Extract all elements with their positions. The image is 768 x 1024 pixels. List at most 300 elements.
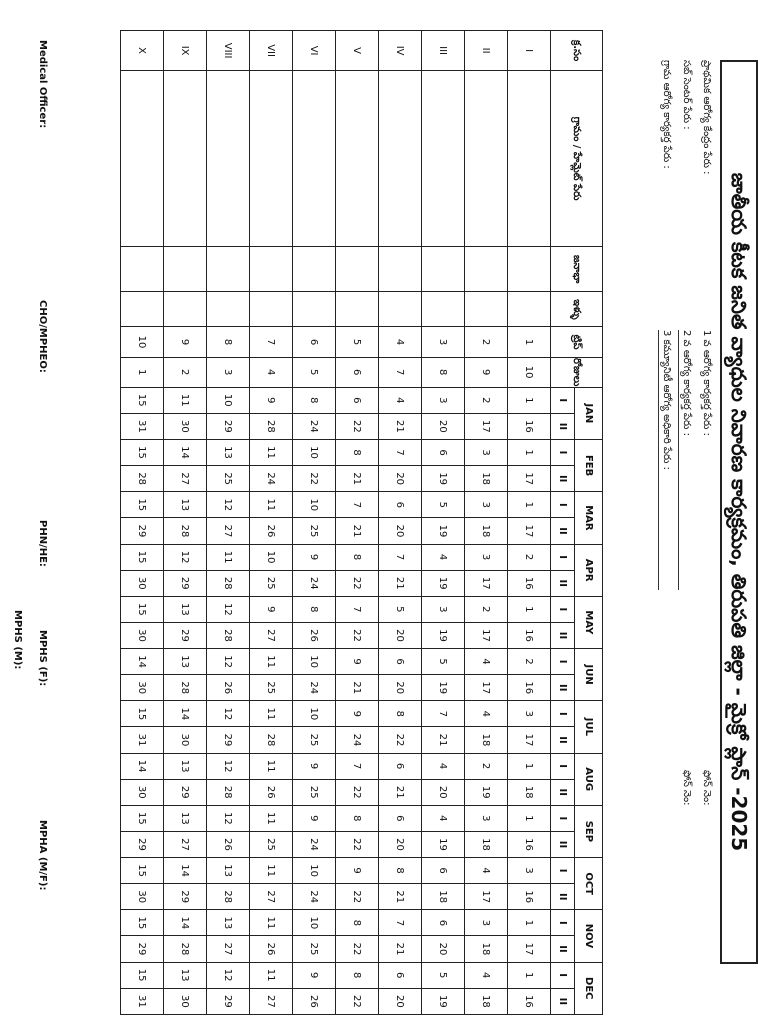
day-cell: 4 [250,357,293,387]
half-header: I [551,805,575,831]
date-cell: 19 [422,675,465,701]
date-cell: 10 [207,387,250,413]
date-cell: 13 [207,858,250,884]
half-header: II [551,622,575,648]
col-header-village: గ్రామం / హేమ్లెట్ పేరు [551,71,603,247]
date-cell: 25 [250,831,293,857]
date-cell: 24 [293,413,336,439]
date-cell: 20 [379,466,422,492]
half-header: I [551,962,575,988]
village-cell [250,71,293,247]
date-cell: 11 [250,753,293,779]
trip-cell: 2 [465,327,508,357]
date-cell: 22 [336,936,379,962]
date-cell: 20 [379,622,422,648]
date-cell: 19 [422,466,465,492]
date-cell: 25 [250,675,293,701]
date-cell: 30 [121,884,164,910]
date-cell: 3 [508,858,551,884]
date-cell: 22 [336,622,379,648]
month-header: MAR [575,492,603,544]
table-row [250,31,293,1015]
day-cell: 5 [293,357,336,387]
date-cell: 15 [121,439,164,465]
half-header: II [551,570,575,596]
date-cell: 16 [508,884,551,910]
village-cell [121,71,164,247]
month-header: APR [575,544,603,596]
col-header-population: జనాభా [551,247,603,292]
date-cell: 9 [293,805,336,831]
village-cell [422,71,465,247]
date-cell: 8 [293,387,336,413]
date-cell: 17 [465,675,508,701]
date-cell: 29 [121,831,164,857]
date-cell: 30 [164,988,207,1014]
population-cell [379,247,422,292]
village-cell [336,71,379,247]
population-cell [465,247,508,292]
date-cell: 26 [250,518,293,544]
date-cell: 9 [336,701,379,727]
half-header: II [551,988,575,1014]
half-header: I [551,858,575,884]
date-cell: 13 [164,753,207,779]
village-cell [379,71,422,247]
date-cell: 26 [293,988,336,1014]
date-cell: 4 [465,962,508,988]
row-roman-cell: I [508,31,551,71]
date-cell: 18 [508,779,551,805]
date-cell: 14 [164,910,207,936]
col-header-trip: ట్రిప్ [551,327,603,357]
trip-cell: 10 [121,327,164,357]
row-roman-cell: X [121,31,164,71]
population-cell [164,247,207,292]
date-cell: 15 [121,858,164,884]
date-cell: 31 [121,727,164,753]
date-cell: 4 [422,805,465,831]
col-header-houses: ఇళ్ళు [551,292,603,327]
sign-mphs-f: MPHS (F): [37,630,48,687]
date-cell: 18 [465,831,508,857]
date-cell: 2 [508,544,551,570]
date-cell: 15 [121,492,164,518]
date-cell: 12 [207,492,250,518]
date-cell: 26 [250,936,293,962]
date-cell: 18 [465,727,508,753]
houses-cell [293,292,336,327]
row-roman-cell: II [465,31,508,71]
date-cell: 15 [121,910,164,936]
houses-cell [164,292,207,327]
date-cell: 30 [121,570,164,596]
date-cell: 6 [379,492,422,518]
village-cell [207,71,250,247]
date-cell: 14 [121,649,164,675]
table-row [121,31,164,1015]
date-cell: 21 [379,779,422,805]
date-cell: 29 [164,884,207,910]
date-cell: 26 [207,675,250,701]
sign-mphs-m: MPHS (M): [12,610,23,670]
date-cell: 16 [508,988,551,1014]
date-cell: 27 [250,884,293,910]
meta-phone-1: ఫోన్ నెం: [701,770,712,806]
date-cell: 15 [121,701,164,727]
date-cell: 9 [293,544,336,570]
month-header: NOV [575,910,603,962]
date-cell: 30 [121,622,164,648]
half-header: II [551,779,575,805]
date-cell: 19 [422,570,465,596]
date-cell: 17 [465,413,508,439]
trip-cell: 5 [336,327,379,357]
half-header: I [551,649,575,675]
population-cell [121,247,164,292]
table-row [379,31,422,1015]
trip-cell: 4 [379,327,422,357]
date-cell: 12 [207,701,250,727]
houses-cell [250,292,293,327]
date-cell: 11 [250,962,293,988]
row-roman-cell: IV [379,31,422,71]
col-header-round: క్ర.సం [551,31,603,71]
houses-cell [207,292,250,327]
date-cell: 1 [508,962,551,988]
day-cell: 1 [121,357,164,387]
date-cell: 6 [379,805,422,831]
date-cell: 28 [207,779,250,805]
day-cell: 3 [207,357,250,387]
date-cell: 7 [379,910,422,936]
date-cell: 20 [379,518,422,544]
half-header: I [551,701,575,727]
date-cell: 30 [121,675,164,701]
date-cell: 18 [465,936,508,962]
month-header: FEB [575,439,603,491]
row-roman-cell: VII [250,31,293,71]
meta-worker-1: 1 వ ఆరోగ్య కార్యకర్త పేరు : [701,330,712,436]
date-cell: 27 [164,831,207,857]
date-cell: 14 [164,858,207,884]
date-cell: 22 [336,831,379,857]
date-cell: 8 [379,701,422,727]
date-cell: 9 [336,649,379,675]
date-cell: 16 [508,413,551,439]
date-cell: 24 [336,727,379,753]
date-cell: 3 [508,701,551,727]
date-cell: 24 [293,884,336,910]
houses-cell [465,292,508,327]
date-cell: 17 [508,466,551,492]
row-roman-cell: III [422,31,465,71]
date-cell: 13 [164,962,207,988]
day-cell: 6 [336,357,379,387]
date-cell: 17 [465,884,508,910]
meta-phone-2: ఫోన్ నెం: [681,770,692,806]
half-header: II [551,727,575,753]
date-cell: 8 [336,544,379,570]
date-cell: 5 [422,962,465,988]
date-cell: 24 [293,570,336,596]
date-cell: 22 [293,466,336,492]
date-cell: 6 [379,753,422,779]
date-cell: 30 [164,727,207,753]
date-cell: 27 [250,622,293,648]
date-cell: 7 [336,596,379,622]
date-cell: 15 [121,596,164,622]
trip-cell: 9 [164,327,207,357]
date-cell: 20 [379,831,422,857]
meta-phc: ప్రాథమిక ఆరోగ్య కేంద్రం పేరు : [701,60,712,175]
date-cell: 4 [465,649,508,675]
date-cell: 24 [250,466,293,492]
date-cell: 2 [465,753,508,779]
date-cell: 11 [250,858,293,884]
date-cell: 22 [336,570,379,596]
date-cell: 26 [250,779,293,805]
date-cell: 25 [293,518,336,544]
day-cell: 10 [508,357,551,387]
date-cell: 31 [121,988,164,1014]
date-cell: 25 [293,727,336,753]
row-roman-cell: V [336,31,379,71]
date-cell: 29 [207,413,250,439]
date-cell: 11 [207,544,250,570]
date-cell: 5 [379,596,422,622]
date-cell: 4 [465,701,508,727]
date-cell: 2 [508,649,551,675]
date-cell: 21 [336,675,379,701]
meta-cho: 3 కమ్యూనిటీ ఆరోగ్య అధికారి పేరు : [658,330,673,590]
date-cell: 3 [465,544,508,570]
trip-cell: 8 [207,327,250,357]
date-cell: 28 [207,570,250,596]
date-cell: 25 [293,779,336,805]
date-cell: 13 [207,910,250,936]
month-header: DEC [575,962,603,1014]
date-cell: 27 [164,466,207,492]
sign-cho: CHO/MPHEO: [37,300,48,373]
population-cell [250,247,293,292]
date-cell: 21 [336,466,379,492]
village-cell [465,71,508,247]
date-cell: 29 [207,727,250,753]
date-cell: 13 [164,492,207,518]
date-cell: 24 [293,831,336,857]
date-cell: 28 [250,727,293,753]
date-cell: 13 [164,596,207,622]
date-cell: 18 [465,466,508,492]
date-cell: 28 [121,466,164,492]
col-header-days: రోజులు [551,357,603,387]
date-cell: 29 [121,518,164,544]
date-cell: 7 [379,439,422,465]
date-cell: 10 [293,701,336,727]
sign-phn: PHN/HE: [37,520,48,567]
population-cell [422,247,465,292]
date-cell: 10 [293,649,336,675]
date-cell: 28 [250,413,293,439]
half-header: I [551,492,575,518]
date-cell: 19 [422,518,465,544]
trip-cell: 1 [508,327,551,357]
date-cell: 8 [379,858,422,884]
date-cell: 6 [422,439,465,465]
row-roman-cell: IX [164,31,207,71]
date-cell: 12 [207,962,250,988]
date-cell: 10 [293,492,336,518]
half-header: I [551,910,575,936]
date-cell: 3 [465,439,508,465]
date-cell: 14 [121,753,164,779]
date-cell: 16 [508,675,551,701]
date-cell: 14 [164,701,207,727]
day-cell: 7 [379,357,422,387]
date-cell: 21 [422,727,465,753]
date-cell: 5 [422,492,465,518]
date-cell: 21 [379,936,422,962]
date-cell: 7 [336,753,379,779]
date-cell: 28 [207,622,250,648]
date-cell: 9 [293,753,336,779]
schedule-body [121,31,551,1015]
date-cell: 24 [293,675,336,701]
day-cell: 9 [465,357,508,387]
date-cell: 19 [422,988,465,1014]
date-cell: 17 [508,727,551,753]
date-cell: 19 [422,622,465,648]
date-cell: 17 [508,518,551,544]
date-cell: 1 [508,753,551,779]
half-header: II [551,675,575,701]
date-cell: 12 [164,544,207,570]
date-cell: 27 [250,988,293,1014]
date-cell: 1 [508,492,551,518]
date-cell: 11 [250,439,293,465]
date-cell: 22 [336,779,379,805]
date-cell: 4 [422,753,465,779]
date-cell: 29 [164,622,207,648]
meta-worker-2: 2 వ ఆరోగ్య కార్యకర్త పేరు : [678,330,693,590]
date-cell: 6 [379,962,422,988]
table-row [422,31,465,1015]
table-row [508,31,551,1015]
date-cell: 1 [508,387,551,413]
village-cell [293,71,336,247]
date-cell: 28 [164,518,207,544]
half-header: II [551,518,575,544]
month-header: JUL [575,701,603,753]
date-cell: 28 [164,936,207,962]
houses-cell [336,292,379,327]
village-cell [164,71,207,247]
date-cell: 15 [121,805,164,831]
date-cell: 5 [422,649,465,675]
date-cell: 15 [121,962,164,988]
date-cell: 13 [164,805,207,831]
half-header: I [551,439,575,465]
date-cell: 20 [379,675,422,701]
table-row [207,31,250,1015]
half-header: II [551,936,575,962]
population-cell [293,247,336,292]
date-cell: 27 [207,518,250,544]
houses-cell [508,292,551,327]
date-cell: 20 [422,779,465,805]
date-cell: 8 [293,596,336,622]
date-cell: 30 [164,413,207,439]
day-cell: 2 [164,357,207,387]
date-cell: 6 [379,649,422,675]
date-cell: 10 [293,858,336,884]
date-cell: 27 [207,936,250,962]
month-header: JAN [575,387,603,439]
date-cell: 9 [250,596,293,622]
date-cell: 11 [250,649,293,675]
date-cell: 2 [465,387,508,413]
date-cell: 2 [465,596,508,622]
date-cell: 19 [422,831,465,857]
date-cell: 16 [508,622,551,648]
date-cell: 17 [465,622,508,648]
date-cell: 7 [379,544,422,570]
half-header: I [551,596,575,622]
date-cell: 11 [250,805,293,831]
date-cell: 6 [422,858,465,884]
date-cell: 8 [336,439,379,465]
date-cell: 10 [293,910,336,936]
date-cell: 21 [336,518,379,544]
date-cell: 7 [422,701,465,727]
date-cell: 29 [164,570,207,596]
date-cell: 18 [422,884,465,910]
date-cell: 11 [164,387,207,413]
half-header: I [551,387,575,413]
date-cell: 25 [207,466,250,492]
date-cell: 9 [293,962,336,988]
date-cell: 12 [207,649,250,675]
meta-village-worker: గ్రామ ఆరోగ్య కార్యకర్త పేరు : [661,60,672,169]
date-cell: 11 [250,492,293,518]
date-cell: 21 [379,570,422,596]
date-cell: 8 [336,910,379,936]
half-header: I [551,544,575,570]
date-cell: 29 [207,988,250,1014]
date-cell: 9 [336,858,379,884]
month-header: OCT [575,858,603,910]
table-row [164,31,207,1015]
date-cell: 3 [465,492,508,518]
half-header: II [551,413,575,439]
houses-cell [422,292,465,327]
date-cell: 22 [336,884,379,910]
date-cell: 29 [164,779,207,805]
date-cell: 15 [121,544,164,570]
row-roman-cell: VI [293,31,336,71]
date-cell: 17 [508,936,551,962]
date-cell: 11 [250,910,293,936]
date-cell: 10 [250,544,293,570]
date-cell: 12 [207,805,250,831]
day-cell: 8 [422,357,465,387]
date-cell: 1 [508,439,551,465]
document-title: జాతీయ కీటక జనిత వ్యాధుల నివారణ కార్యక్రమం, తిరుపతి జిల్లా - మైక్రో ప్లాన్ -2025 [720,60,758,964]
date-cell: 22 [336,413,379,439]
date-cell: 31 [121,413,164,439]
month-header: JUN [575,649,603,701]
